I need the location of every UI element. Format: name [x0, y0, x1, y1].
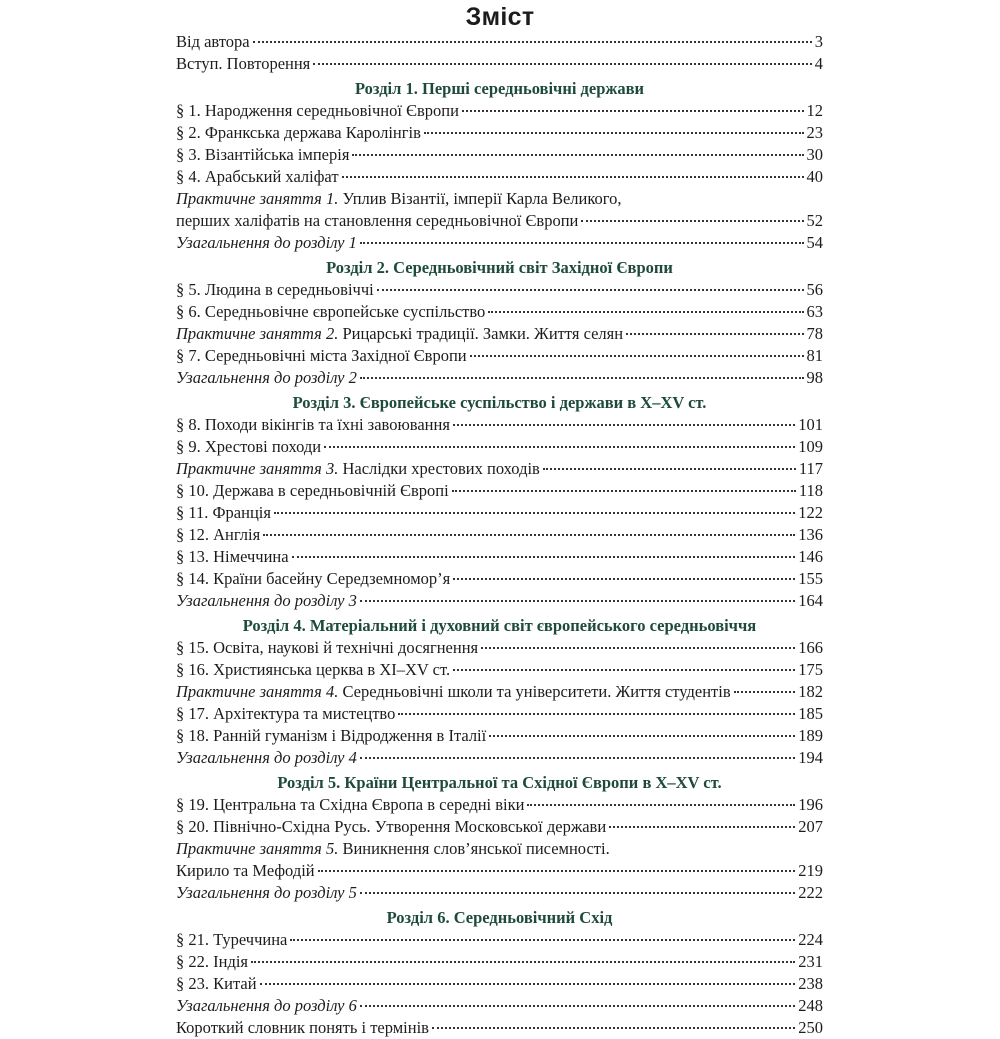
- entry-title: [176, 973, 257, 995]
- toc-line: [176, 188, 823, 210]
- dot-leader: [360, 1005, 795, 1007]
- toc-entry: [176, 279, 823, 301]
- entry-italic-label: Практичне заняття 2.: [176, 324, 339, 343]
- entry-title: [176, 301, 485, 323]
- dot-leader: [318, 870, 796, 872]
- dot-leader: [360, 600, 795, 602]
- entry-text: § 17. Архітектура та мистецтво: [176, 704, 396, 723]
- page-title: Зміст: [465, 3, 535, 31]
- entry-title: [176, 436, 321, 458]
- toc-entry: [176, 436, 823, 458]
- page-number: 248: [798, 996, 823, 1015]
- toc-entry: [176, 1017, 823, 1039]
- section-heading: Розділ 1. Перші середньовічні держави: [354, 79, 645, 98]
- dot-leader: [432, 1027, 795, 1029]
- page-number: 4: [814, 54, 823, 73]
- entry-text: § 5. Людина в середньовіччі: [176, 280, 374, 299]
- dot-leader: [253, 41, 812, 43]
- toc-entry: [176, 681, 823, 703]
- entry-text: Короткий словник понять і термінів: [176, 1018, 429, 1037]
- entry-text: § 11. Франція: [176, 503, 271, 522]
- entry-italic-label: Узагальнення до розділу 3: [176, 591, 357, 610]
- entry-title: [176, 794, 524, 816]
- entry-text: Кирило та Мефодій: [176, 861, 315, 880]
- page-number: 238: [798, 974, 823, 993]
- dot-leader: [360, 377, 804, 379]
- dot-leader: [360, 242, 804, 244]
- table-of-contents: [176, 31, 823, 1039]
- entry-text: перших халіфатів на становлення середньовічної Європи: [176, 211, 579, 230]
- entry-title: [176, 232, 357, 254]
- dot-leader: [626, 333, 803, 335]
- page-number: 250: [798, 1018, 823, 1037]
- page-number: 118: [798, 481, 823, 500]
- entry-text: § 8. Походи вікінгів та їхні завоювання: [176, 415, 450, 434]
- entry-title: [176, 122, 421, 144]
- entry-text: § 23. Китай: [176, 974, 257, 993]
- entry-italic-label: Узагальнення до розділу 2: [176, 368, 357, 387]
- page-number: 166: [798, 638, 823, 657]
- dot-leader: [398, 713, 795, 715]
- entry-title: [176, 637, 478, 659]
- entry-text: § 14. Країни басейну Середземномор’я: [176, 569, 451, 588]
- entry-italic-label: Узагальнення до розділу 1: [176, 233, 357, 252]
- entry-text: § 1. Народження середньовічної Європи: [176, 101, 459, 120]
- entry-italic-label: Практичне заняття 3.: [176, 459, 339, 478]
- entry-title: [176, 725, 486, 747]
- page-number: 207: [798, 817, 823, 836]
- page-number: 136: [798, 525, 823, 544]
- entry-italic-label: Узагальнення до розділу 4: [176, 748, 357, 767]
- dot-leader: [489, 735, 795, 737]
- dot-leader: [290, 939, 795, 941]
- page-number: 40: [806, 167, 823, 186]
- entry-title: [176, 860, 315, 882]
- entry-text: Середньовічні школи та університети. Життя студентів: [338, 682, 731, 701]
- page-number: 12: [806, 101, 823, 120]
- entry-text: § 10. Держава в середньовічній Європі: [176, 481, 449, 500]
- page-number: 231: [798, 952, 823, 971]
- toc-entry: [176, 345, 823, 367]
- toc-entry: [176, 860, 823, 882]
- entry-italic-label: Практичне заняття 4.: [176, 682, 339, 701]
- page-number: 219: [798, 861, 823, 880]
- entry-text: § 13. Німеччина: [176, 547, 289, 566]
- entry-text: Від автора: [176, 32, 250, 51]
- dot-leader: [424, 132, 804, 134]
- dot-leader: [360, 757, 795, 759]
- dot-leader: [734, 691, 796, 693]
- page-number: 54: [806, 233, 823, 252]
- entry-title: [176, 659, 450, 681]
- toc-entry: [176, 524, 823, 546]
- entry-text: § 7. Середньовічні міста Західної Європи: [176, 346, 467, 365]
- toc-entry: [176, 703, 823, 725]
- toc-entry: [176, 725, 823, 747]
- dot-leader: [543, 468, 796, 470]
- entry-title: [176, 995, 357, 1017]
- dot-leader: [377, 289, 804, 291]
- entry-text: § 2. Франкська держава Каролінгів: [176, 123, 421, 142]
- section-heading: Розділ 3. Європейське суспільство і держави в X–XV ст.: [292, 393, 707, 412]
- toc-entry: [176, 659, 823, 681]
- toc-entry: [176, 951, 823, 973]
- section-heading: Розділ 4. Матеріальний і духовний світ європейського середньовіччя: [242, 616, 757, 635]
- toc-entry: [176, 166, 823, 188]
- entry-italic-label: Практичне заняття 5.: [176, 839, 339, 858]
- toc-entry: [176, 323, 823, 345]
- entry-text: § 9. Хрестові походи: [176, 437, 322, 456]
- toc-entry: [176, 747, 823, 769]
- section-heading: Розділ 5. Країни Центральної та Східної Європи в X–XV ст.: [277, 773, 722, 792]
- toc-entry: [176, 973, 823, 995]
- toc-entry: [176, 31, 823, 53]
- toc-entry: [176, 53, 823, 75]
- entry-text: § 6. Середньовічне європейське суспільство: [176, 302, 486, 321]
- entry-title: [176, 480, 449, 502]
- entry-title: [176, 816, 606, 838]
- toc-line: [176, 838, 823, 860]
- entry-title: [176, 1017, 429, 1039]
- entry-text: § 18. Ранній гуманізм і Відродження в Італії: [176, 726, 487, 745]
- page-number: 63: [806, 302, 823, 321]
- toc-entry: [176, 367, 823, 389]
- toc-entry: [176, 794, 823, 816]
- dot-leader: [292, 556, 796, 558]
- toc-entry: [176, 568, 823, 590]
- dot-leader: [274, 512, 795, 514]
- toc-entry: [176, 995, 823, 1017]
- entry-title: [176, 323, 623, 345]
- toc-entry: [176, 546, 823, 568]
- page-number: 109: [798, 437, 823, 456]
- entry-title: [176, 929, 287, 951]
- dot-leader: [453, 669, 795, 671]
- entry-title: [176, 279, 374, 301]
- dot-leader: [481, 647, 795, 649]
- toc-entry: [176, 480, 823, 502]
- entry-title: [176, 524, 260, 546]
- entry-text: § 19. Центральна та Східна Європа в середні віки: [176, 795, 525, 814]
- page-number: 194: [798, 748, 823, 767]
- entry-text: § 21. Туреччина: [176, 930, 288, 949]
- page-number: 164: [798, 591, 823, 610]
- entry-title: [176, 839, 610, 858]
- page-number: 98: [806, 368, 823, 387]
- entry-title: [176, 458, 540, 480]
- dot-leader: [453, 578, 795, 580]
- entry-italic-label: Узагальнення до розділу 6: [176, 996, 357, 1015]
- dot-leader: [462, 110, 804, 112]
- entry-text: § 20. Північно-Східна Русь. Утворення Московської держави: [176, 817, 607, 836]
- page-number: 23: [806, 123, 823, 142]
- entry-title: [176, 703, 395, 725]
- entry-text: Наслідки хрестових походів: [338, 459, 540, 478]
- toc-entry: [176, 458, 823, 480]
- dot-leader: [452, 490, 796, 492]
- toc-entry: [176, 144, 823, 166]
- page-number: 56: [806, 280, 823, 299]
- entry-title: [176, 502, 271, 524]
- entry-title: [176, 747, 357, 769]
- dot-leader: [360, 892, 795, 894]
- page-number: 155: [798, 569, 823, 588]
- page-number: 224: [798, 930, 823, 949]
- dot-leader: [251, 961, 795, 963]
- dot-leader: [470, 355, 804, 357]
- page-number: 117: [798, 459, 823, 478]
- dot-leader: [453, 424, 795, 426]
- toc-entry: [176, 232, 823, 254]
- entry-title: [176, 951, 248, 973]
- toc-entry: [176, 590, 823, 612]
- entry-text: § 22. Індія: [176, 952, 249, 971]
- toc-entry: [176, 929, 823, 951]
- toc-entry: [176, 637, 823, 659]
- page-number: 222: [798, 883, 823, 902]
- entry-title: [176, 166, 339, 188]
- entry-italic-label: Узагальнення до розділу 5: [176, 883, 357, 902]
- entry-text: Вступ. Повторення: [176, 54, 311, 73]
- entry-title: [176, 189, 622, 208]
- entry-text: § 12. Англія: [176, 525, 261, 544]
- toc-entry: [176, 122, 823, 144]
- page-number: 81: [806, 346, 823, 365]
- toc-entry: [176, 301, 823, 323]
- entry-title: [176, 681, 731, 703]
- page-number: 146: [798, 547, 823, 566]
- dot-leader: [581, 220, 803, 222]
- dot-leader: [324, 446, 795, 448]
- page-number: 30: [806, 145, 823, 164]
- entry-text: Уплив Візантії, імперії Карла Великого,: [338, 189, 622, 208]
- page-number: 101: [798, 415, 823, 434]
- toc-entry: [176, 210, 823, 232]
- entry-title: [176, 144, 349, 166]
- page-number: 175: [798, 660, 823, 679]
- entry-title: [176, 345, 467, 367]
- page-number: 52: [806, 211, 823, 230]
- page-number: 185: [798, 704, 823, 723]
- section-heading: Розділ 6. Середньовічний Схід: [386, 908, 613, 927]
- toc-entry: [176, 816, 823, 838]
- entry-title: [176, 53, 310, 75]
- page-number: 189: [798, 726, 823, 745]
- entry-title: [176, 100, 459, 122]
- dot-leader: [342, 176, 804, 178]
- dot-leader: [263, 534, 795, 536]
- entry-title: [176, 210, 578, 232]
- entry-text: Рицарські традиції. Замки. Життя селян: [338, 324, 624, 343]
- entry-text: § 4. Арабський халіфат: [176, 167, 339, 186]
- entry-title: [176, 590, 357, 612]
- page-number: 182: [798, 682, 823, 701]
- entry-title: [176, 414, 450, 436]
- entry-title: [176, 546, 289, 568]
- entry-text: Виникнення слов’янської писемності.: [338, 839, 610, 858]
- toc-entry: [176, 882, 823, 904]
- entry-text: § 16. Християнська церква в XI–XV ст.: [176, 660, 451, 679]
- dot-leader: [609, 826, 795, 828]
- toc-entry: [176, 502, 823, 524]
- entry-italic-label: Практичне заняття 1.: [176, 189, 339, 208]
- page-number: 3: [814, 32, 823, 51]
- entry-text: § 3. Візантійська імперія: [176, 145, 350, 164]
- entry-text: § 15. Освіта, наукові й технічні досягнення: [176, 638, 479, 657]
- page-number: 122: [798, 503, 823, 522]
- dot-leader: [352, 154, 803, 156]
- dot-leader: [313, 63, 811, 65]
- entry-title: [176, 882, 357, 904]
- section-heading: Розділ 2. Середньовічний світ Західної Європи: [326, 258, 673, 277]
- dot-leader: [527, 804, 795, 806]
- page-number: 78: [806, 324, 823, 343]
- entry-title: [176, 568, 450, 590]
- toc-entry: [176, 100, 823, 122]
- entry-title: [176, 367, 357, 389]
- entry-title: [176, 31, 250, 53]
- dot-leader: [260, 983, 796, 985]
- toc-entry: [176, 414, 823, 436]
- page-number: 196: [798, 795, 823, 814]
- dot-leader: [488, 311, 803, 313]
